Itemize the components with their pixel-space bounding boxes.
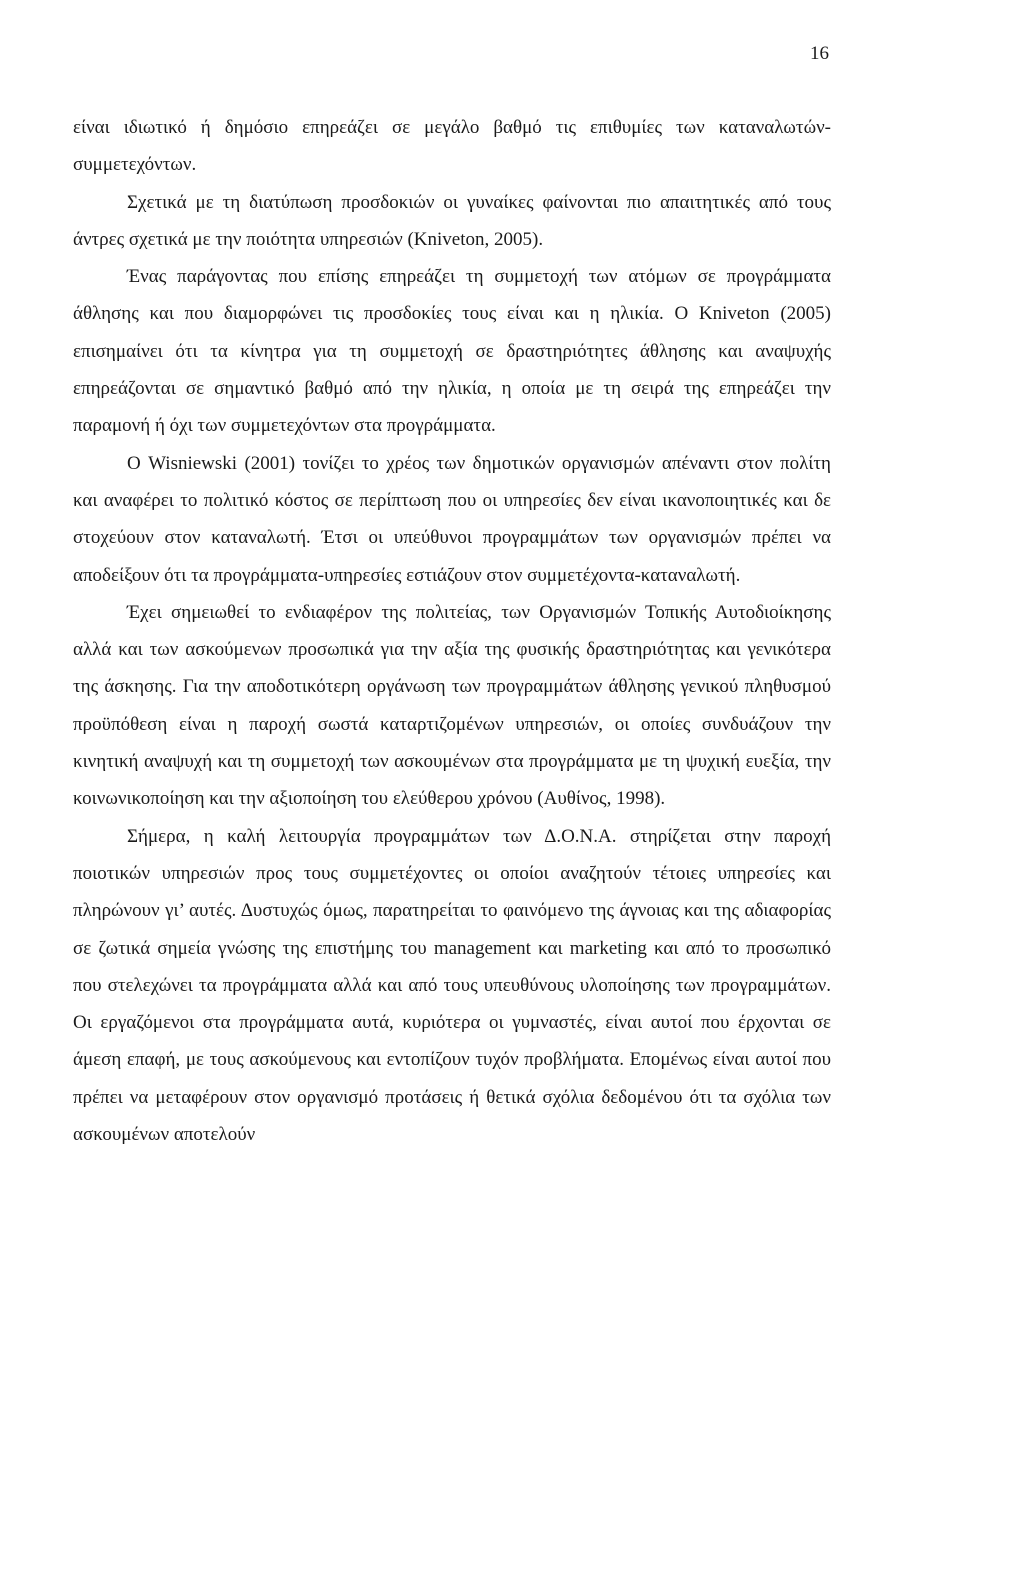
paragraph-5: Έχει σημειωθεί το ενδιαφέρον της πολιτείας, των Οργανισμών Τοπικής Αυτοδιοίκησης αλλά και των ασκούμενων προσωπικά για την αξία της φυσικής δραστηριότητας και γενικότερα της άσκησης. Για την αποδοτικότερη οργάνωση των προγραμμάτων άθλησης γενικού πληθυσμού προϋπόθεση είναι η παροχή σωστά καταρτιζομένων υπηρεσιών, οι οποίες συνδυάζουν την κινητική αναψυχή και τη συμμετοχή των ασκουμένων στα προγράμματα με τη ψυχική ευεξία, την κοινωνικοποίηση και την αξιοποίηση του ελεύθερου χρόνου (Αυθίνος, 1998). bbox=[73, 601, 831, 810]
page-number: 16 bbox=[810, 43, 829, 64]
paragraph-3: Ένας παράγοντας που επίσης επηρεάζει τη συμμετοχή των ατόμων σε προγράμματα άθλησης και που διαμορφώνει τις προσδοκίες τους είναι και η ηλικία. Ο Kniveton (2005) επισημαίνει ότι τα κίνητρα για τη συμμετοχή σε δραστηριότητες άθλησης και αναψυχής επηρεάζονται σε σημαντικό βαθμό από την ηλικία, η οποία με τη σειρά της επηρεάζει την παραμονή ή όχι των συμμετεχόντων στα προγράμματα. bbox=[73, 266, 831, 437]
paragraph-2: Σχετικά με τη διατύπωση προσδοκιών οι γυναίκες φαίνονται πιο απαιτητικές από τους άντρες σχετικά με την ποιότητα υπηρεσιών (Kniveton, 2005). bbox=[73, 191, 831, 250]
paragraph-1: είναι ιδιωτικό ή δημόσιο επηρεάζει σε μεγάλο βαθμό τις επιθυμίες των καταναλωτών-συμμετεχόντων. bbox=[73, 117, 831, 176]
paragraph-6: Σήμερα, η καλή λειτουργία προγραμμάτων των Δ.Ο.Ν.Α. στηρίζεται στην παροχή ποιοτικών υπηρεσιών προς τους συμμετέχοντες οι οποίοι αναζητούν τέτοιες υπηρεσίες και πληρώνουν γι’ αυτές. Δυστυχώς όμως, παρατηρείται το φαινόμενο της άγνοιας και της αδιαφορίας σε ζωτικά σημεία γνώσης της επιστήμης του management και marketing και από το προσωπικό που στελεχώνει τα προγράμματα αλλά και από τους υπευθύνους υλοποίησης των προγραμμάτων. Οι εργαζόμενοι στα προγράμματα αυτά, κυριότερα οι γυμναστές, είναι αυτοί που έρχονται σε άμεση επαφή, με τους ασκούμενους και εντοπίζουν τυχόν προβλήματα. Επομένως είναι αυτοί που πρέπει να μεταφέρουν στον οργανισμό προτάσεις ή θετικά σχόλια δεδομένου ότι τα σχόλια των ασκουμένων αποτελούν bbox=[73, 825, 831, 1146]
paragraph-4: Ο Wisniewski (2001) τονίζει το χρέος των δημοτικών οργανισμών απέναντι στον πολίτη και αναφέρει το πολιτικό κόστος σε περίπτωση που οι υπηρεσίες δεν είναι ικανοποιητικές και δε στοχεύουν στον καταναλωτή. Έτσι οι υπεύθυνοι προγραμμάτων των οργανισμών πρέπει να αποδείξουν ότι τα προγράμματα-υπηρεσίες εστιάζουν στον συμμετέχοντα-καταναλωτή. bbox=[73, 452, 831, 586]
document-body bbox=[73, 109, 831, 1153]
